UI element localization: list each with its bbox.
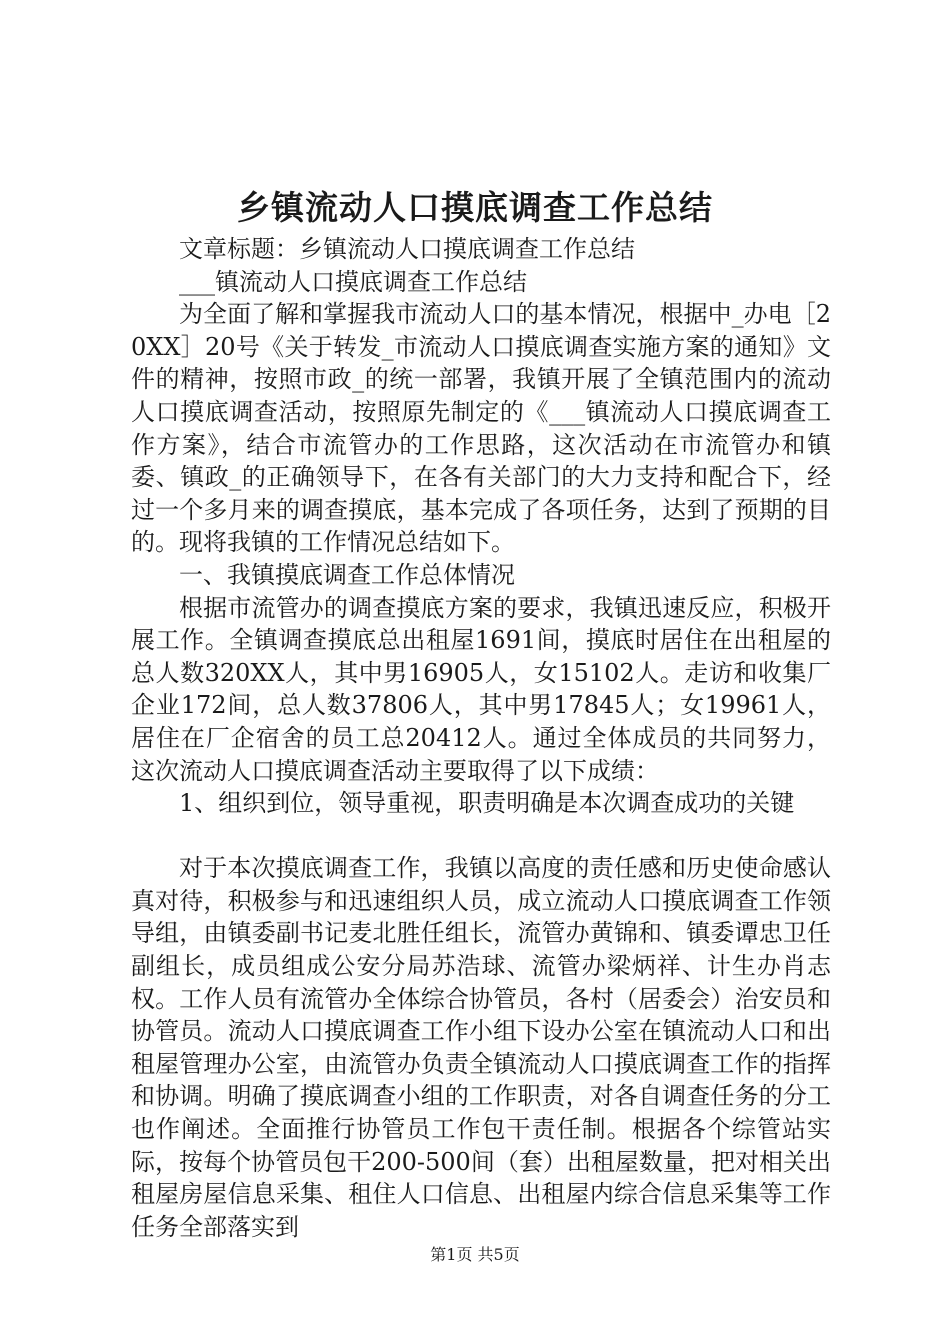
organization-paragraph: 对于本次摸底调查工作，我镇以高度的责任感和历史使命感认真对待，积极参与和迅速组织人员，成立流动人口摸底调查工作领导组，由镇委副书记麦北胜任组长，流管办黄锦和、镇委谭忠卫任副组长，成员组成公安分局苏浩球、流管办梁炳祥、计生办肖志权。工作人员有流管办全体综合协管员，各村（居委会）治安员和协管员。流动人口摸底调查工作小组下设办公室在镇流动人口和出租屋管理办公室，由流管办负责全镇流动人口摸底调查工作的指挥和协调。明确了摸底调查小组的工作职责，对各自调查任务的分工也作阐述。全面推行协管员工作包干责任制。根据各个综管站实际，按每个协管员包干200-500间（套）出租屋数量，把对相关出租屋房屋信息采集、租住人口信息、出租屋内综合信息采集等工作任务全部落实到 [131, 854, 831, 1241]
intro-paragraph: 为全面了解和掌握我市流动人口的基本情况，根据中_办电［20XX］20号《关于转发_市流动人口摸底调查实施方案的通知》文件的精神，按照市政_的统一部署，我镇开展了全镇范围内的流动人口摸底调查活动，按照原先制定的《___镇流动人口摸底调查工作方案》，结合市流管办的工作思路，这次活动在市流管办和镇委、镇政_的正确领导下，在各有关部门的大力支持和配合下，经过一个多月来的调查摸底，基本完成了各项任务，达到了预期的目的。现将我镇的工作情况总结如下。 [131, 300, 831, 557]
document-body [131, 233, 831, 1243]
subsection-heading: 1、组织到位，领导重视，职责明确是本次调查成功的关键 [179, 789, 795, 818]
subtitle-line: ___镇流动人口摸底调查工作总结 [179, 267, 527, 296]
page-footer: 第1页 共5页 [430, 1245, 520, 1264]
statistics-paragraph: 根据市流管办的调查摸底方案的要求，我镇迅速反应，积极开展工作。全镇调查摸底总出租屋1691间，摸底时居住在出租屋的总人数320XX人，其中男16905人，女15102人。走访和收集厂企业172间，总人数37806人，其中男17845人；女19961人，居住在厂企宿舍的员工总20412人。通过全体成员的共同努力，这次流动人口摸底调查活动主要取得了以下成绩： [131, 593, 831, 785]
section-heading: 一、我镇摸底调查工作总体情况 [179, 560, 515, 589]
article-title-line: 文章标题：乡镇流动人口摸底调查工作总结 [179, 235, 635, 263]
document-title: 乡镇流动人口摸底调查工作总结 [237, 188, 713, 227]
